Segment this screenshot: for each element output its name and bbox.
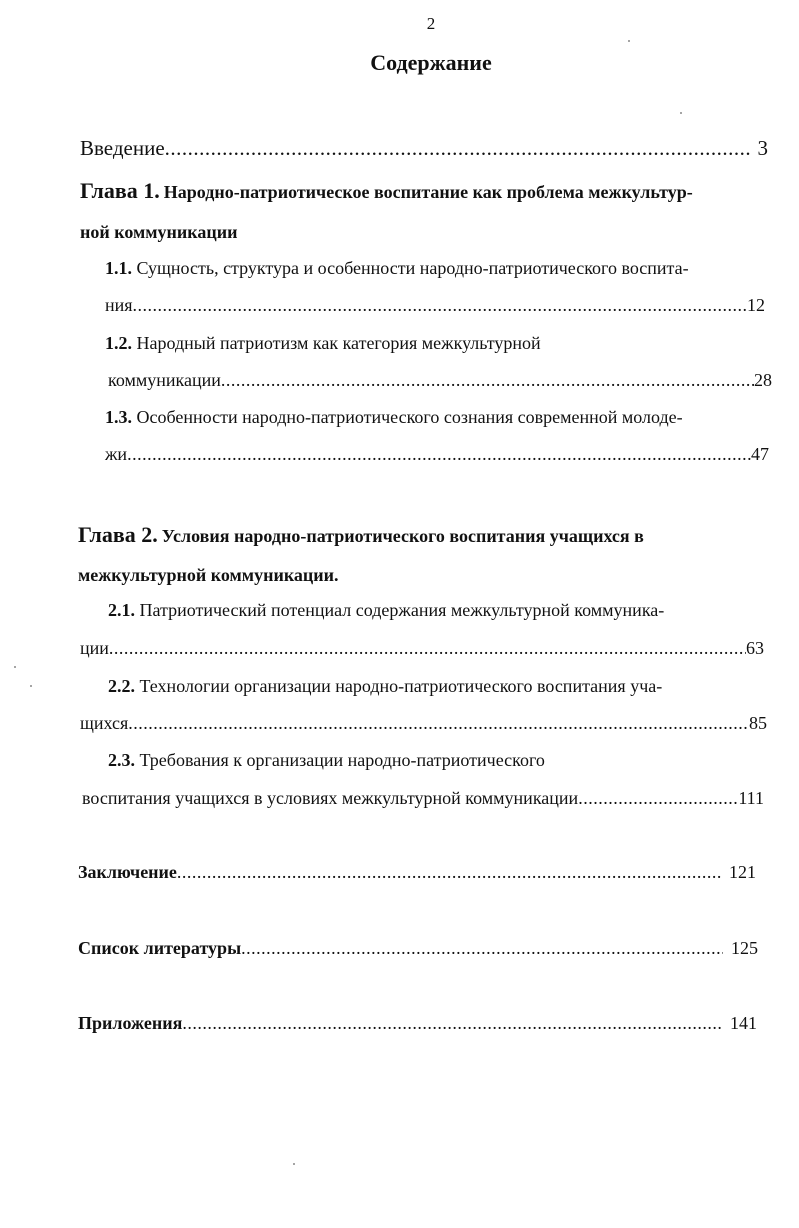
toc-page: 121 [729,862,756,882]
section-title: Сущность, структура и особенности народно-патриотического воспита- [136,258,689,278]
dot-leader [177,862,721,883]
chapter-title-line1: Народно-патриотическое воспитание как проблема межкультур- [163,182,693,202]
toc-entry-references [78,938,758,959]
section-title: Народный патриотизм как категория межкультурной [136,333,541,353]
dot-leader [165,136,752,160]
dot-leader [182,1013,722,1034]
page-number: 2 [426,14,436,33]
dot-leader [578,788,738,809]
toc-section-2-3-cont [82,788,764,809]
scan-speck [30,685,32,687]
toc-section-1-3 [105,407,683,428]
toc-section-1-3-cont [105,444,769,465]
toc-label: коммуникации [108,370,221,390]
section-title: Патриотический потенциал содержания межкультурной коммуника- [139,600,665,620]
toc-section-1-2-cont [108,370,772,391]
toc-section-2-2-cont [80,713,767,734]
toc-page: 28 [754,370,772,390]
toc-section-2-2 [108,676,662,697]
toc-label: щихся [80,713,129,733]
toc-entry-intro [80,136,768,161]
toc-label: Приложения [78,1013,183,1033]
toc-section-1-1-cont [105,295,765,316]
toc-page: 3 [757,136,768,160]
scan-speck [293,1163,295,1165]
section-title: Технологии организации народно-патриотического воспитания уча- [139,676,663,696]
section-title: Особенности народно-патриотического сознания современной молоде- [136,407,683,427]
toc-section-2-1 [108,600,664,621]
toc-page: 12 [747,295,765,315]
chapter-2-title-line2: межкультурной коммуникации. [78,565,339,585]
toc-page: 125 [731,938,758,958]
scan-speck [680,112,682,114]
dot-leader [241,938,723,959]
toc-section-2-1-cont [80,638,764,659]
section-number: 1.1. [105,258,132,278]
toc-label: Список литературы [78,938,242,958]
toc-label: Заключение [78,862,177,882]
chapter-2-heading [78,522,644,548]
chapter-label: Глава 2. [78,522,158,547]
scan-speck [14,666,16,668]
toc-label: ния [105,295,133,315]
dot-leader [109,638,746,659]
toc-page: 111 [738,788,764,808]
dot-leader [133,295,747,316]
toc-page: 63 [746,638,764,658]
section-number: 2.1. [108,600,135,620]
toc-label: воспитания учащихся в условиях межкультурной коммуникации [82,788,579,808]
dot-leader [221,370,754,391]
section-number: 1.3. [105,407,132,427]
toc-page: 141 [730,1013,757,1033]
section-number: 2.3. [108,750,135,770]
toc-label: Введение [80,136,165,160]
section-number: 1.2. [105,333,132,353]
toc-page: 85 [749,713,767,733]
chapter-1-title-line2: ной коммуникации [80,222,238,242]
toc-label: жи [105,444,128,464]
toc-page: 47 [751,444,769,464]
section-number: 2.2. [108,676,135,696]
dot-leader [127,444,751,465]
section-title: Требования к организации народно-патриотического [139,750,545,770]
toc-section-1-2 [105,333,541,354]
dot-leader [128,713,749,734]
scan-speck [628,40,630,42]
page-title: Содержание [370,50,492,75]
chapter-label: Глава 1. [80,178,160,203]
toc-label: ции [80,638,109,658]
toc-entry-conclusion [78,862,756,883]
toc-section-1-1 [105,258,689,279]
chapter-title-line1: Условия народно-патриотического воспитания учащихся в [161,526,644,546]
toc-section-2-3 [108,750,545,771]
toc-entry-appendices [78,1013,757,1034]
chapter-1-heading [80,178,693,204]
